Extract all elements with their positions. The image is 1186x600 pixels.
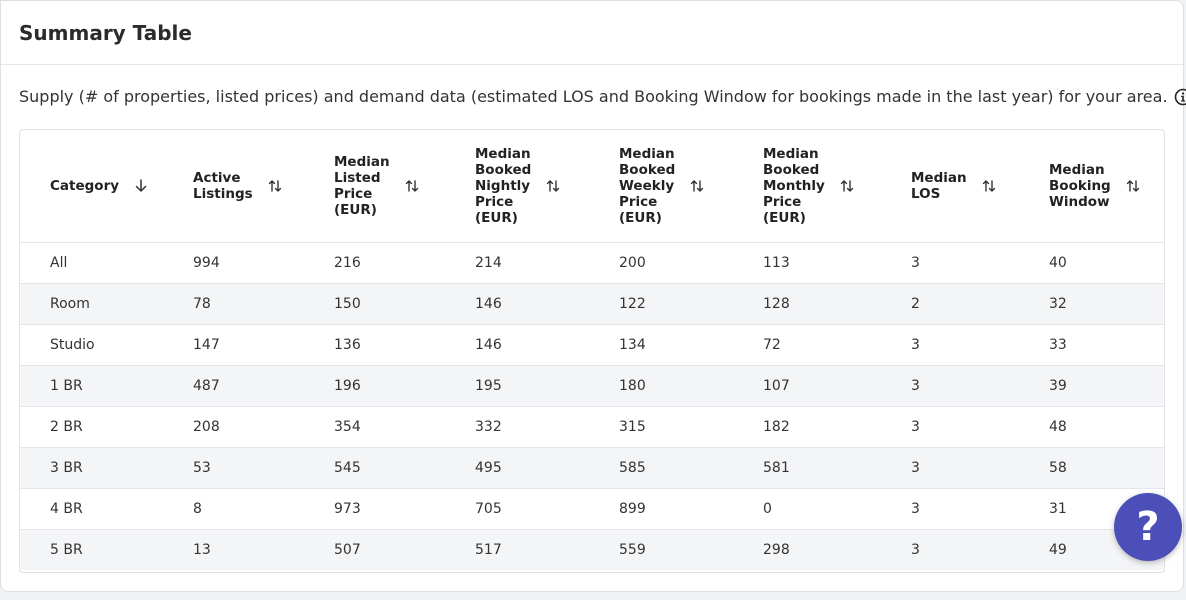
- column-header-line: Median: [911, 170, 967, 186]
- column-header-line: Median: [334, 154, 390, 170]
- value-cell: 517: [475, 530, 619, 571]
- value-cell: 208: [193, 407, 334, 448]
- info-icon[interactable]: [1174, 88, 1186, 106]
- column-header[interactable]: [911, 130, 1049, 243]
- help-button[interactable]: [1114, 493, 1182, 561]
- value-cell: 3: [911, 243, 1049, 284]
- column-header-content: [763, 146, 911, 226]
- column-header-line: Booking: [1049, 178, 1111, 194]
- column-header-content: [619, 146, 763, 226]
- column-header-line: Window: [1049, 194, 1110, 210]
- column-header-line: (EUR): [334, 202, 377, 218]
- table-row: [20, 530, 1165, 571]
- table-row: [20, 448, 1165, 489]
- column-header-label: [193, 170, 253, 202]
- column-header[interactable]: [619, 130, 763, 243]
- column-header[interactable]: [763, 130, 911, 243]
- table-header-row: [20, 130, 1165, 243]
- value-cell: 3: [911, 407, 1049, 448]
- category-cell: Studio: [20, 325, 193, 366]
- column-header-line: Price: [619, 194, 658, 210]
- value-cell: 40: [1049, 243, 1165, 284]
- column-header-content: [475, 146, 619, 226]
- column-header-label: [619, 146, 675, 226]
- column-header-label: [50, 178, 119, 194]
- column-header-line: Listed: [334, 170, 381, 186]
- value-cell: 195: [475, 366, 619, 407]
- value-cell: 39: [1049, 366, 1165, 407]
- column-header-line: Median: [475, 146, 531, 162]
- value-cell: 8: [193, 489, 334, 530]
- value-cell: 146: [475, 284, 619, 325]
- sort-icon[interactable]: [1125, 178, 1141, 194]
- sort-icon[interactable]: [981, 178, 997, 194]
- value-cell: 33: [1049, 325, 1165, 366]
- value-cell: 146: [475, 325, 619, 366]
- value-cell: 3: [911, 325, 1049, 366]
- description-text: Supply (# of properties, listed prices) and demand data (estimated LOS and Booking Window for bookings made in the last year) for your area.: [19, 87, 1168, 106]
- column-header-label: [763, 146, 825, 226]
- column-header-label: [334, 154, 390, 218]
- value-cell: 545: [334, 448, 475, 489]
- value-cell: 495: [475, 448, 619, 489]
- value-cell: 507: [334, 530, 475, 571]
- value-cell: 196: [334, 366, 475, 407]
- sort-icon[interactable]: [404, 178, 420, 194]
- arrow-down-icon[interactable]: [133, 178, 149, 194]
- column-header[interactable]: [193, 130, 334, 243]
- value-cell: 3: [911, 489, 1049, 530]
- sort-icon[interactable]: [545, 178, 561, 194]
- value-cell: 3: [911, 366, 1049, 407]
- column-header-line: Monthly: [763, 178, 825, 194]
- value-cell: 2: [911, 284, 1049, 325]
- table-body: [20, 243, 1165, 571]
- value-cell: 150: [334, 284, 475, 325]
- column-header[interactable]: [20, 130, 193, 243]
- table-row: [20, 325, 1165, 366]
- category-cell: 2 BR: [20, 407, 193, 448]
- value-cell: 581: [763, 448, 911, 489]
- column-header-label: [1049, 162, 1111, 210]
- column-header-line: Booked: [475, 162, 532, 178]
- column-header-line: Median: [1049, 162, 1105, 178]
- column-header-line: Weekly: [619, 178, 675, 194]
- value-cell: 78: [193, 284, 334, 325]
- table-row: [20, 284, 1165, 325]
- sort-icon[interactable]: [689, 178, 705, 194]
- column-header-line: Price: [475, 194, 514, 210]
- column-header-line: Booked: [619, 162, 676, 178]
- sort-icon[interactable]: [267, 178, 283, 194]
- column-header-line: (EUR): [763, 210, 806, 226]
- value-cell: 147: [193, 325, 334, 366]
- column-header-line: Price: [334, 186, 373, 202]
- category-cell: 4 BR: [20, 489, 193, 530]
- summary-table: [19, 129, 1165, 573]
- value-cell: 113: [763, 243, 911, 284]
- column-header-content: [193, 170, 334, 202]
- column-header-content: [50, 178, 193, 194]
- value-cell: 13: [193, 530, 334, 571]
- question-icon: ?: [1136, 504, 1160, 550]
- value-cell: 49: [1049, 530, 1165, 571]
- value-cell: 3: [911, 530, 1049, 571]
- value-cell: 216: [334, 243, 475, 284]
- value-cell: 0: [763, 489, 911, 530]
- column-header-line: Listings: [193, 186, 253, 202]
- value-cell: 559: [619, 530, 763, 571]
- value-cell: 354: [334, 407, 475, 448]
- column-header-line: Price: [763, 194, 802, 210]
- column-header-line: Median: [619, 146, 675, 162]
- column-header-content: [334, 154, 475, 218]
- column-header[interactable]: [334, 130, 475, 243]
- value-cell: 200: [619, 243, 763, 284]
- value-cell: 214: [475, 243, 619, 284]
- category-cell: 1 BR: [20, 366, 193, 407]
- card-description: [19, 87, 1186, 106]
- table-row: [20, 243, 1165, 284]
- value-cell: 3: [911, 448, 1049, 489]
- value-cell: 58: [1049, 448, 1165, 489]
- value-cell: 122: [619, 284, 763, 325]
- column-header-line: (EUR): [475, 210, 518, 226]
- column-header[interactable]: [475, 130, 619, 243]
- value-cell: 585: [619, 448, 763, 489]
- column-header-content: [1049, 162, 1165, 210]
- column-header-line: LOS: [911, 186, 941, 202]
- value-cell: 32: [1049, 284, 1165, 325]
- column-header-line: Median: [763, 146, 819, 162]
- value-cell: 107: [763, 366, 911, 407]
- value-cell: 332: [475, 407, 619, 448]
- value-cell: 53: [193, 448, 334, 489]
- table-row: [20, 489, 1165, 530]
- value-cell: 315: [619, 407, 763, 448]
- card-header: [1, 1, 1183, 65]
- column-header-line: Category: [50, 178, 120, 194]
- value-cell: 31: [1049, 489, 1165, 530]
- table-row: [20, 407, 1165, 448]
- column-header-label: [475, 146, 531, 226]
- category-cell: 5 BR: [20, 530, 193, 571]
- value-cell: 48: [1049, 407, 1165, 448]
- value-cell: 994: [193, 243, 334, 284]
- column-header-line: (EUR): [619, 210, 662, 226]
- value-cell: 136: [334, 325, 475, 366]
- value-cell: 487: [193, 366, 334, 407]
- sort-icon[interactable]: [839, 178, 855, 194]
- column-header-line: Booked: [763, 162, 820, 178]
- value-cell: 298: [763, 530, 911, 571]
- value-cell: 72: [763, 325, 911, 366]
- card-title: Summary Table: [19, 20, 192, 45]
- value-cell: 705: [475, 489, 619, 530]
- column-header-label: [911, 170, 967, 202]
- value-cell: 899: [619, 489, 763, 530]
- column-header-line: Active: [193, 170, 241, 186]
- column-header-content: [911, 170, 1049, 202]
- column-header-line: Nightly: [475, 178, 531, 194]
- category-cell: Room: [20, 284, 193, 325]
- table-row: [20, 366, 1165, 407]
- value-cell: 128: [763, 284, 911, 325]
- category-cell: 3 BR: [20, 448, 193, 489]
- value-cell: 182: [763, 407, 911, 448]
- value-cell: 180: [619, 366, 763, 407]
- value-cell: 134: [619, 325, 763, 366]
- category-cell: All: [20, 243, 193, 284]
- value-cell: 973: [334, 489, 475, 530]
- column-header[interactable]: [1049, 130, 1165, 243]
